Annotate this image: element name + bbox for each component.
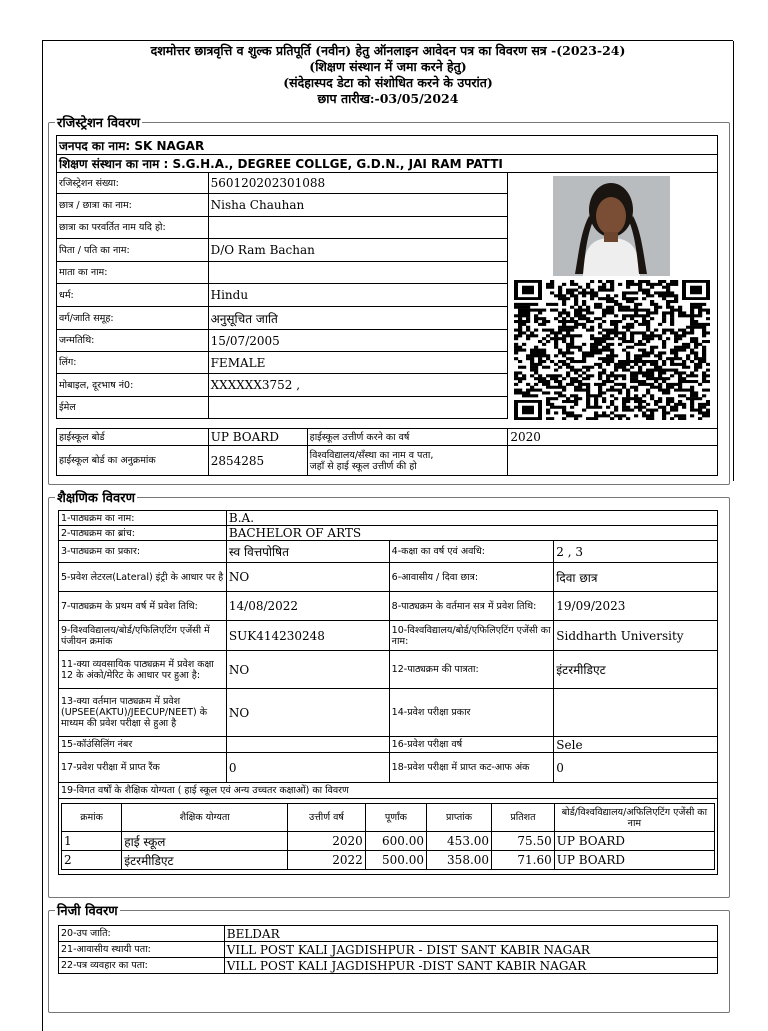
past-qualification-cell-value: 1 (62, 832, 122, 851)
personal-field-value: VILL POST KALI JAGDISHPUR - DIST SANT KABIR NAGAR (224, 942, 717, 958)
registration-row (57, 352, 508, 374)
registration-row (57, 284, 508, 307)
academic-row (59, 541, 718, 563)
univ-label (307, 446, 508, 476)
past-qualification-cell (59, 799, 718, 875)
academic-row (59, 563, 718, 592)
academic-field-value: Siddharth University (554, 621, 718, 651)
academic-row (59, 689, 718, 737)
registration-field-value (208, 262, 507, 284)
course-name-label: 1-पाठ्यक्रम का नाम: (59, 511, 227, 526)
registration-field-value: 560120202301088 (208, 173, 507, 194)
univ-label-line1: विश्वविद्यालय/सँस्था का नाम व पता, (309, 449, 434, 461)
academic-field-label: 6-आवासीय / दिवा छात्र: (389, 563, 554, 592)
registration-row (57, 173, 508, 194)
registration-row (57, 194, 508, 217)
academic-field-label: 12-पाठ्यक्रम की पात्रता: (389, 651, 554, 689)
registration-field-label: वर्ग/जाति समूह: (57, 307, 209, 330)
hs-roll-value: 2854285 (208, 446, 307, 476)
academic-table (58, 510, 718, 875)
personal-row (59, 942, 718, 958)
personal-field-label: 22-पत्र व्यवहार का पता: (59, 958, 225, 974)
past-qualification-cell-value: 75.50 (492, 832, 555, 851)
past-qualification-header: उत्तीर्ण वर्ष (288, 804, 366, 832)
header-subtitle-1: (शिक्षण संस्थान में जमा करने हेतु) (309, 59, 467, 74)
registration-details-table (56, 172, 508, 419)
academic-field-value: दिवा छात्र (554, 563, 718, 592)
registration-legend: रजिस्ट्रेशन विवरण (57, 116, 141, 131)
registration-field-label: ईमेल (57, 397, 209, 419)
academic-field-label: 18-प्रवेश परीक्षा में प्राप्त कट-आफ अंक (389, 753, 554, 783)
registration-field-value: FEMALE (208, 352, 507, 374)
past-qualification-cell-value: 500.00 (365, 851, 426, 870)
academic-field-value: Sele (554, 737, 718, 753)
past-qualification-row (62, 851, 715, 870)
registration-field-value (208, 217, 507, 239)
registration-field-value (208, 397, 507, 419)
past-qualification-cell-value: 358.00 (427, 851, 492, 870)
registration-row (57, 374, 508, 397)
academic-field-value: SUK414230248 (226, 621, 389, 651)
past-qualification-cell-value: UP BOARD (554, 832, 714, 851)
academic-row (59, 651, 718, 689)
past-qualification-title: 19-विगत वर्षों के शैक्षिक योग्यता ( हाई स्कूल एवं अन्य उच्चतर कक्षाओं) का विवरण (59, 783, 718, 799)
hs-year-value: 2020 (508, 429, 718, 446)
district-name: जनपद का नाम: SK NAGAR (57, 136, 718, 155)
registration-field-value: Nisha Chauhan (208, 194, 507, 217)
registration-field-value: XXXXXX3752 , (208, 374, 507, 397)
past-qualification-cell-value: 600.00 (365, 832, 426, 851)
academic-field-label: 10-विश्वविद्यालय/बोर्ड/एफिलिएटिंग एजेंसी का नाम: (389, 621, 554, 651)
academic-field-value: 19/09/2023 (554, 592, 718, 621)
highschool-table (56, 428, 718, 476)
personal-table (58, 925, 718, 974)
past-qualification-cell-value: 2020 (288, 832, 366, 851)
univ-value (508, 446, 718, 476)
registration-field-value: D/O Ram Bachan (208, 239, 507, 262)
past-qualification-header: शैक्षिक योग्यता (122, 804, 288, 832)
header-subtitle-2: (संदेहास्पद डेटा को संशोधित करने के उपरांत) (283, 75, 493, 90)
registration-field-value: अनुसूचित जाति (208, 307, 507, 330)
academic-field-label: 9-विश्वविद्यालय/बोर्ड/एफिलिएटिंग एजेंसी में पंजीयन क्रमांक (59, 621, 227, 651)
past-qualification-row (62, 832, 715, 851)
past-qualification-header: बोर्ड/विश्वविद्यालय/अफिलिएटिंग एजेंसी का नाम (554, 804, 714, 832)
personal-field-value: BELDAR (224, 926, 717, 942)
registration-field-label: जन्मतिथि: (57, 330, 209, 352)
registration-header-table (56, 135, 718, 173)
registration-field-value: 15/07/2005 (208, 330, 507, 352)
personal-field-value: VILL POST KALI JAGDISHPUR -DIST SANT KABIR NAGAR (224, 958, 717, 974)
univ-label-line2: जहाँ से हाई स्कूल उत्तीर्ण की हो (309, 460, 417, 472)
registration-row (57, 397, 508, 419)
registration-row (57, 330, 508, 352)
academic-field-value: 2 , 3 (554, 541, 718, 563)
past-qualification-header: प्राप्तांक (427, 804, 492, 832)
past-qualification-cell-value: हाई स्कूल (122, 832, 288, 851)
past-qualification-cell-value: UP BOARD (554, 851, 714, 870)
academic-field-value: 0 (226, 753, 389, 783)
past-qualification-header-row (62, 804, 715, 832)
hs-board-value: UP BOARD (208, 429, 307, 446)
registration-field-label: लिंग: (57, 352, 209, 374)
past-qualification-title-row (59, 783, 718, 799)
academic-field-value (226, 737, 389, 753)
past-qualification-table (61, 803, 715, 870)
hs-board-label: हाईस्कूल बोर्ड (57, 429, 209, 446)
hs-year-label: हाईस्कूल उत्तीर्ण करने का वर्ष (307, 429, 508, 446)
registration-row (57, 239, 508, 262)
academic-field-value: NO (226, 563, 389, 592)
personal-field-label: 21-आवासीय स्थायी पता: (59, 942, 225, 958)
academic-field-label: 8-पाठ्यक्रम के वर्तमान सत्र में प्रवेश तिथि: (389, 592, 554, 621)
header-title: दशमोत्तर छात्रवृत्ति व शुल्क प्रतिपूर्ति (नवीन) हेतु ऑनलाइन आवेदन पत्र का विवरण सत्र -(2023-24) (150, 43, 626, 58)
course-branch-label: 2-पाठ्यक्रम का ब्रांच: (59, 526, 227, 541)
academic-field-value: इंटरमीडिएट (554, 651, 718, 689)
registration-row (57, 217, 508, 239)
academic-field-label: 14-प्रवेश परीक्षा प्रकार (389, 689, 554, 737)
personal-legend: निजी विवरण (57, 904, 118, 919)
registration-field-label: रजिस्ट्रेशन संख्या: (57, 173, 209, 194)
academic-field-label: 7-पाठ्यक्रम के प्रथम वर्ष में प्रवेश तिथि: (59, 592, 227, 621)
personal-row (59, 926, 718, 942)
academic-field-value: NO (226, 689, 389, 737)
registration-field-label: माता का नाम: (57, 262, 209, 284)
qr-code (514, 280, 710, 420)
document-header (43, 41, 733, 107)
personal-row (59, 958, 718, 974)
past-qualification-cell-value: 2022 (288, 851, 366, 870)
print-date: छाप तारीख:-03/05/2024 (317, 91, 459, 106)
registration-field-label: छात्र / छात्रा का नाम: (57, 194, 209, 217)
past-qualification-header: पूर्णांक (365, 804, 426, 832)
registration-field-value: Hindu (208, 284, 507, 307)
academic-field-label: 17-प्रवेश परीक्षा में प्राप्त रैंक (59, 753, 227, 783)
past-qualification-header: प्रतिशत (492, 804, 555, 832)
academic-row (59, 592, 718, 621)
registration-field-label: छात्रा का परवर्तित नाम यदि हो: (57, 217, 209, 239)
academic-field-label: 3-पाठ्यक्रम का प्रकार: (59, 541, 227, 563)
student-photo (553, 176, 670, 276)
registration-field-label: धर्म: (57, 284, 209, 307)
academic-row (59, 753, 718, 783)
hs-roll-label: हाईस्कूल बोर्ड का अनुक्रमांक (57, 446, 209, 476)
past-qualification-header: क्रमांक (62, 804, 122, 832)
academic-field-value: स्व वित्तपोषित (226, 541, 389, 563)
past-qualification-cell-value: 71.60 (492, 851, 555, 870)
registration-row (57, 307, 508, 330)
academic-field-value: 0 (554, 753, 718, 783)
past-qualification-holder (59, 799, 718, 875)
institution-name: शिक्षण संस्थान का नाम : S.G.H.A., DEGREE COLLGE, G.D.N., JAI RAM PATTI (57, 155, 718, 173)
registration-row (57, 262, 508, 284)
academic-field-label: 11-क्या व्यवसायिक पाठ्यक्रम में प्रवेश कक्षा 12 के अंको/मेरिट के आधार पर हुआ है: (59, 651, 227, 689)
course-name-value: B.A. (226, 511, 717, 526)
academic-field-label: 5-प्रवेश लेटरल(Lateral) इंट्री के आधार पर है (59, 563, 227, 592)
course-branch-value: BACHELOR OF ARTS (226, 526, 717, 541)
academic-field-value: 14/08/2022 (226, 592, 389, 621)
personal-field-label: 20-उप जाति: (59, 926, 225, 942)
registration-field-label: मोबाइल, दूरभाष नं0: (57, 374, 209, 397)
academic-field-value (554, 689, 718, 737)
academic-field-label: 15-कॉउंसिलिंग नंबर (59, 737, 227, 753)
academic-legend: शैक्षणिक विवरण (57, 491, 135, 506)
past-qualification-cell-value: इंटरमीडिएट (122, 851, 288, 870)
academic-field-label: 13-क्या वर्तमान पाठ्यक्रम में प्रवेश (UPSEE(AKTU)/JEECUP/NEET) के माध्यम की प्रवेश परीक्षा से हुआ है (59, 689, 227, 737)
academic-field-label: 16-प्रवेश परीक्षा वर्ष (389, 737, 554, 753)
past-qualification-cell-value: 453.00 (427, 832, 492, 851)
academic-field-label: 4-कक्षा का वर्ष एवं अवधि: (389, 541, 554, 563)
academic-field-value: NO (226, 651, 389, 689)
academic-row (59, 737, 718, 753)
registration-field-label: पिता / पति का नाम: (57, 239, 209, 262)
academic-row (59, 621, 718, 651)
past-qualification-cell-value: 2 (62, 851, 122, 870)
